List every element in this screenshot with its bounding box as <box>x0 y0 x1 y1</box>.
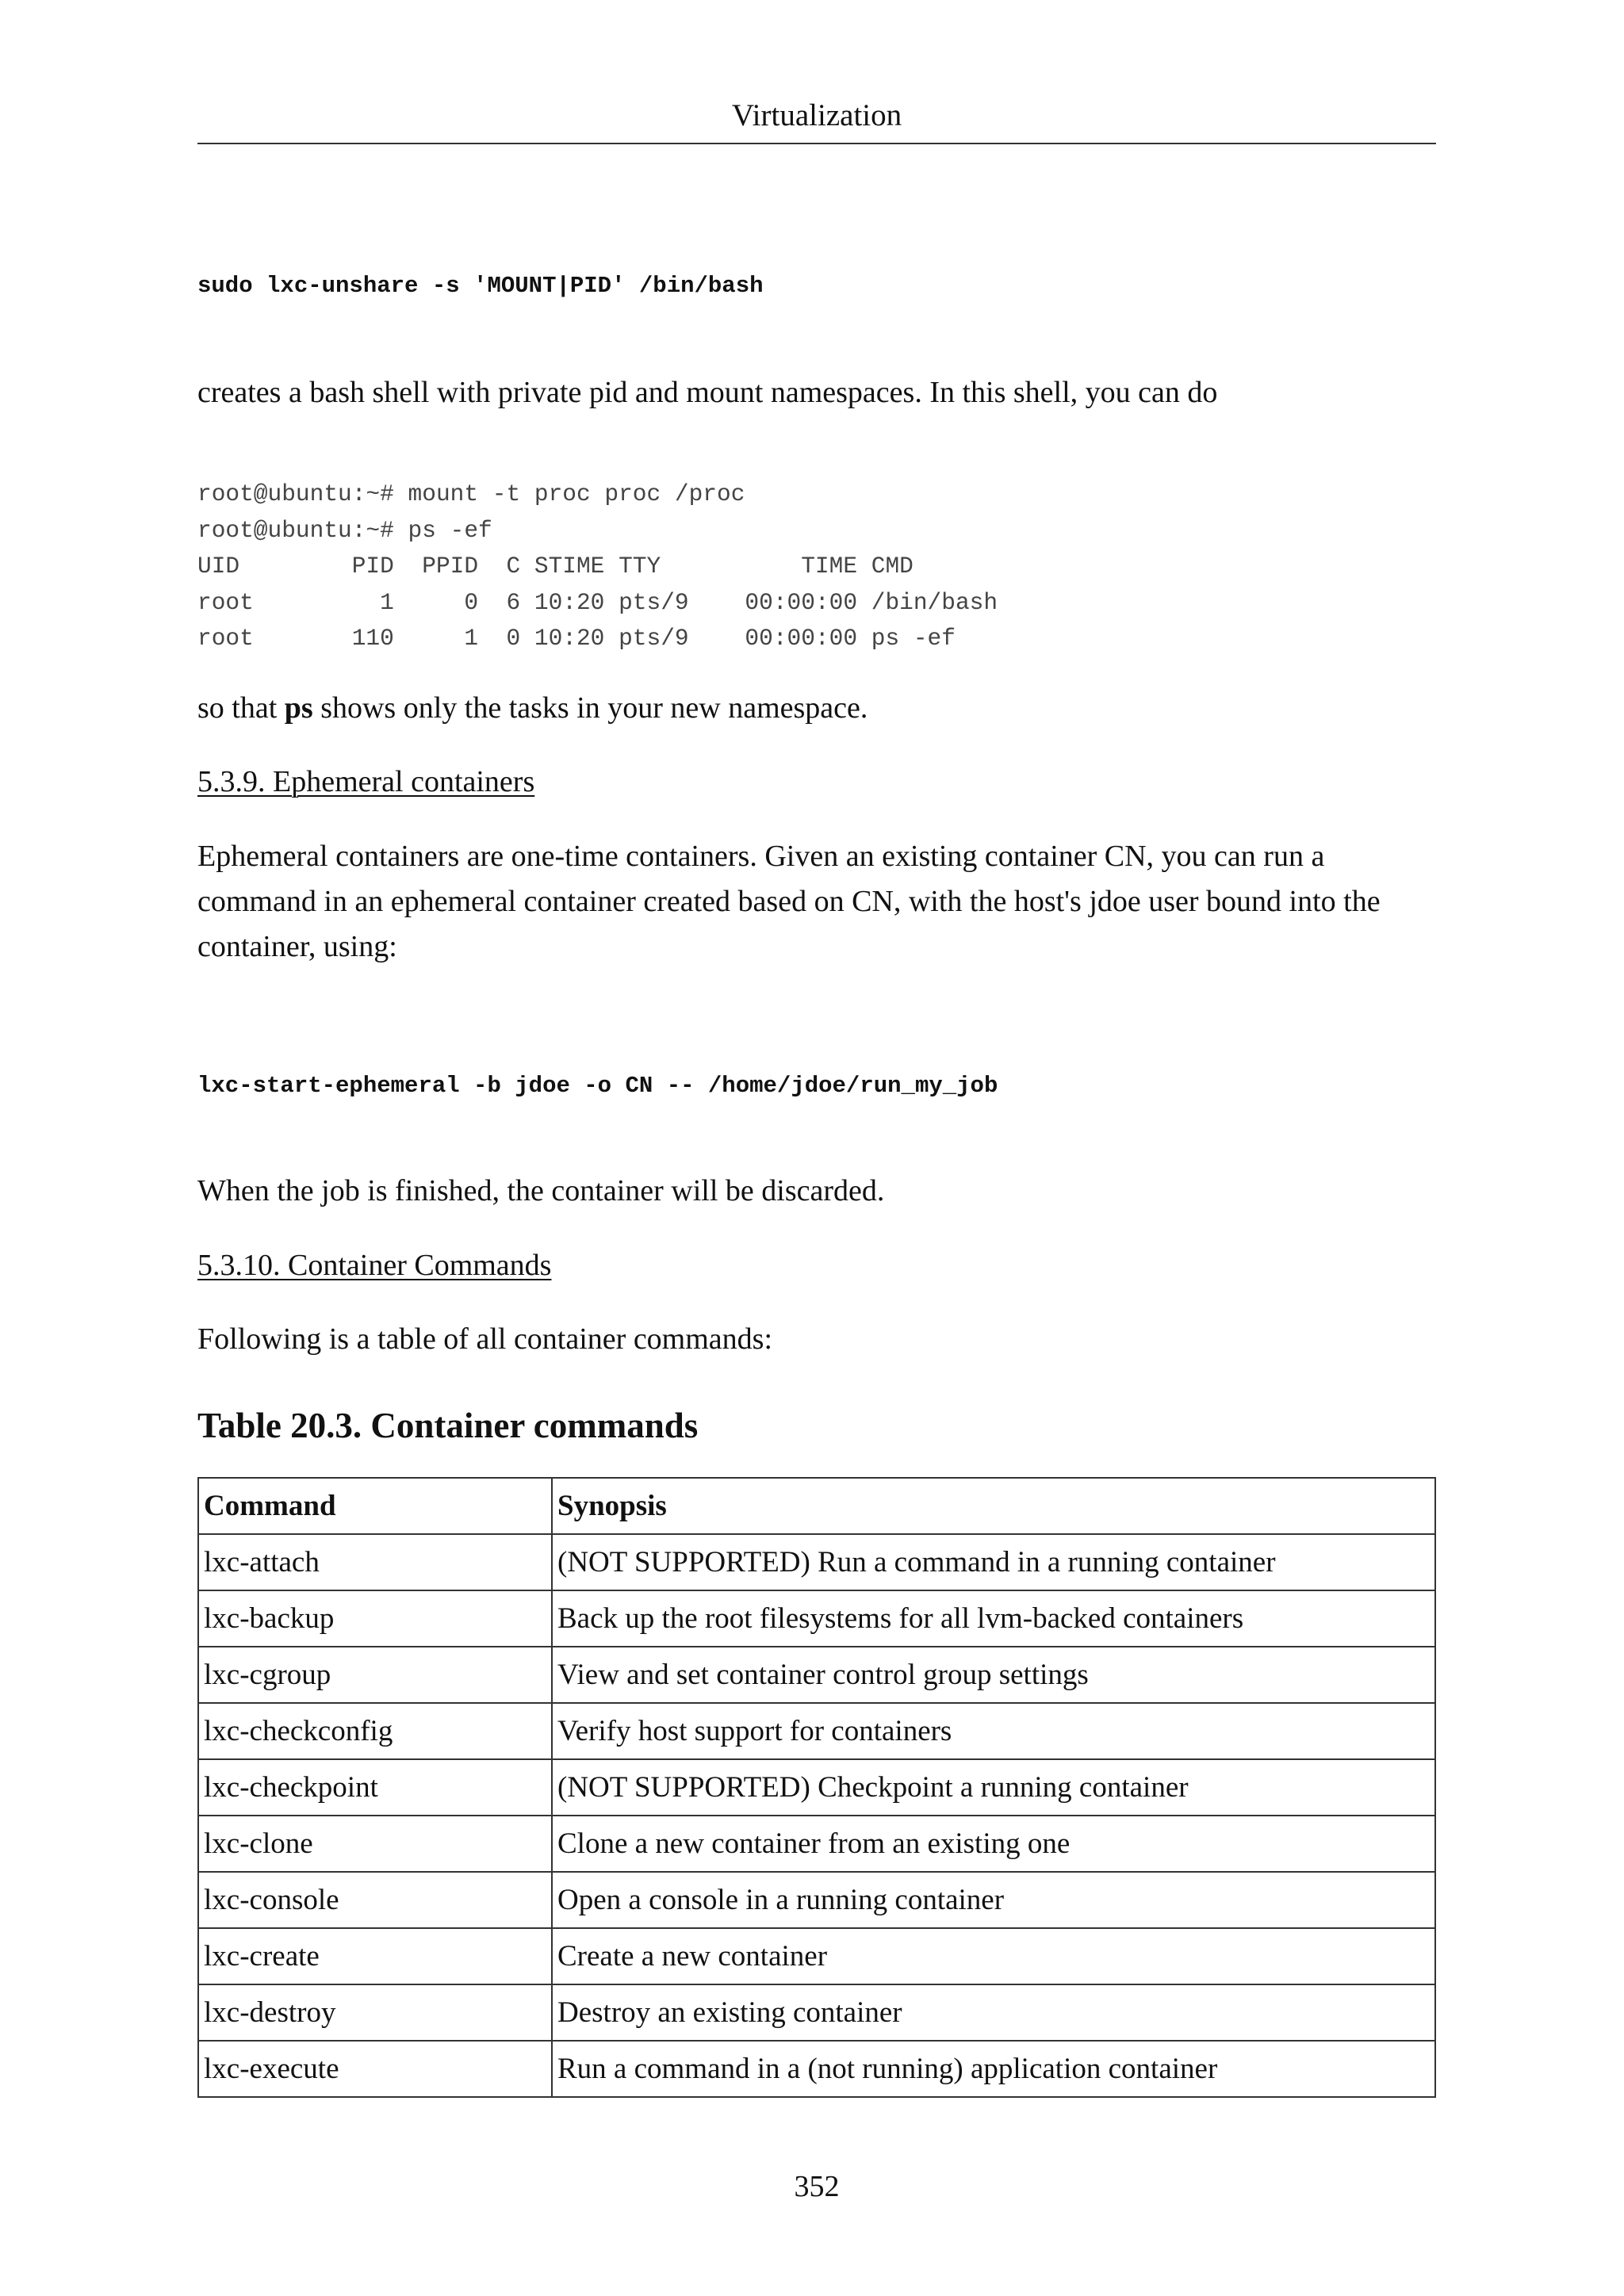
header-rule <box>197 143 1436 144</box>
table-cell-synopsis: Back up the root filesystems for all lvm-backed containers <box>552 1590 1435 1647</box>
table-row <box>198 1928 1435 1984</box>
paragraph-job-finished: When the job is finished, the container will be discarded. <box>197 1174 885 1207</box>
table-cell-synopsis: Run a command in a (not running) application container <box>552 2041 1435 2097</box>
paragraph-table-intro: Following is a table of all container commands: <box>197 1322 773 1356</box>
table-header-command: Command <box>198 1478 552 1534</box>
command-unshare: sudo lxc-unshare -s 'MOUNT|PID' /bin/bash <box>197 273 764 299</box>
table-cell-synopsis: (NOT SUPPORTED) Checkpoint a running container <box>552 1759 1435 1816</box>
running-header: Virtualization <box>731 98 902 132</box>
table-cell-command: lxc-cgroup <box>198 1647 552 1703</box>
table-cell-command: lxc-console <box>198 1872 552 1928</box>
terminal-line: root 1 0 6 10:20 pts/9 00:00:00 /bin/bash <box>197 588 998 616</box>
paragraph-ps-text-start: so that <box>197 691 285 725</box>
table-cell-command: lxc-clone <box>198 1816 552 1872</box>
table-cell-command: lxc-attach <box>198 1534 552 1590</box>
table-header-synopsis: Synopsis <box>552 1478 1435 1534</box>
table-row <box>198 1703 1435 1759</box>
table-header-row <box>198 1478 1435 1534</box>
paragraph-unshare-desc: creates a bash shell with private pid and mount namespaces. In this shell, you can do <box>197 376 1218 409</box>
terminal-line: root@ubuntu:~# ps -ef <box>197 516 492 544</box>
table-cell-synopsis: (NOT SUPPORTED) Run a command in a running container <box>552 1534 1435 1590</box>
table-cell-command: lxc-execute <box>198 2041 552 2097</box>
terminal-output <box>197 476 998 657</box>
ps-command-bold: ps <box>284 691 313 725</box>
table-row <box>198 1872 1435 1928</box>
container-commands-table <box>197 1477 1436 2098</box>
command-ephemeral: lxc-start-ephemeral -b jdoe -o CN -- /home/jdoe/run_my_job <box>197 1073 998 1099</box>
table-cell-command: lxc-create <box>198 1928 552 1984</box>
paragraph-ephemeral-desc: Ephemeral containers are one-time containers. Given an existing container CN, you can run a command in an ephemeral container created based on CN, with the host's jdoe user bound into the container, using: <box>197 840 1381 963</box>
table-cell-synopsis: Verify host support for containers <box>552 1703 1435 1759</box>
table-row <box>198 1590 1435 1647</box>
table-row <box>198 1534 1435 1590</box>
table-cell-synopsis: Destroy an existing container <box>552 1984 1435 2041</box>
table-cell-synopsis: View and set container control group settings <box>552 1647 1435 1703</box>
document-page <box>197 0 1436 2296</box>
table-row <box>198 1984 1435 2041</box>
section-link-container-commands[interactable]: 5.3.10. Container Commands <box>197 1249 552 1282</box>
table-row <box>198 2041 1435 2097</box>
terminal-line: root@ubuntu:~# mount -t proc proc /proc <box>197 480 745 507</box>
table-cell-command: lxc-backup <box>198 1590 552 1647</box>
page-number: 352 <box>794 2170 840 2203</box>
table-title: Table 20.3. Container commands <box>197 1406 699 1445</box>
table-cell-command: lxc-checkpoint <box>198 1759 552 1816</box>
paragraph-ps-text-end: shows only the tasks in your new namespace. <box>312 691 868 725</box>
paragraph-ps-desc <box>197 686 1436 731</box>
table-cell-command: lxc-destroy <box>198 1984 552 2041</box>
table-row <box>198 1759 1435 1816</box>
table-cell-synopsis: Create a new container <box>552 1928 1435 1984</box>
table-row <box>198 1816 1435 1872</box>
table-cell-command: lxc-checkconfig <box>198 1703 552 1759</box>
terminal-line: root 110 1 0 10:20 pts/9 00:00:00 ps -ef <box>197 625 956 652</box>
table-cell-synopsis: Clone a new container from an existing one <box>552 1816 1435 1872</box>
section-link-ephemeral[interactable]: 5.3.9. Ephemeral containers <box>197 765 535 798</box>
table-row <box>198 1647 1435 1703</box>
table-cell-synopsis: Open a console in a running container <box>552 1872 1435 1928</box>
terminal-line: UID PID PPID C STIME TTY TIME CMD <box>197 553 914 580</box>
